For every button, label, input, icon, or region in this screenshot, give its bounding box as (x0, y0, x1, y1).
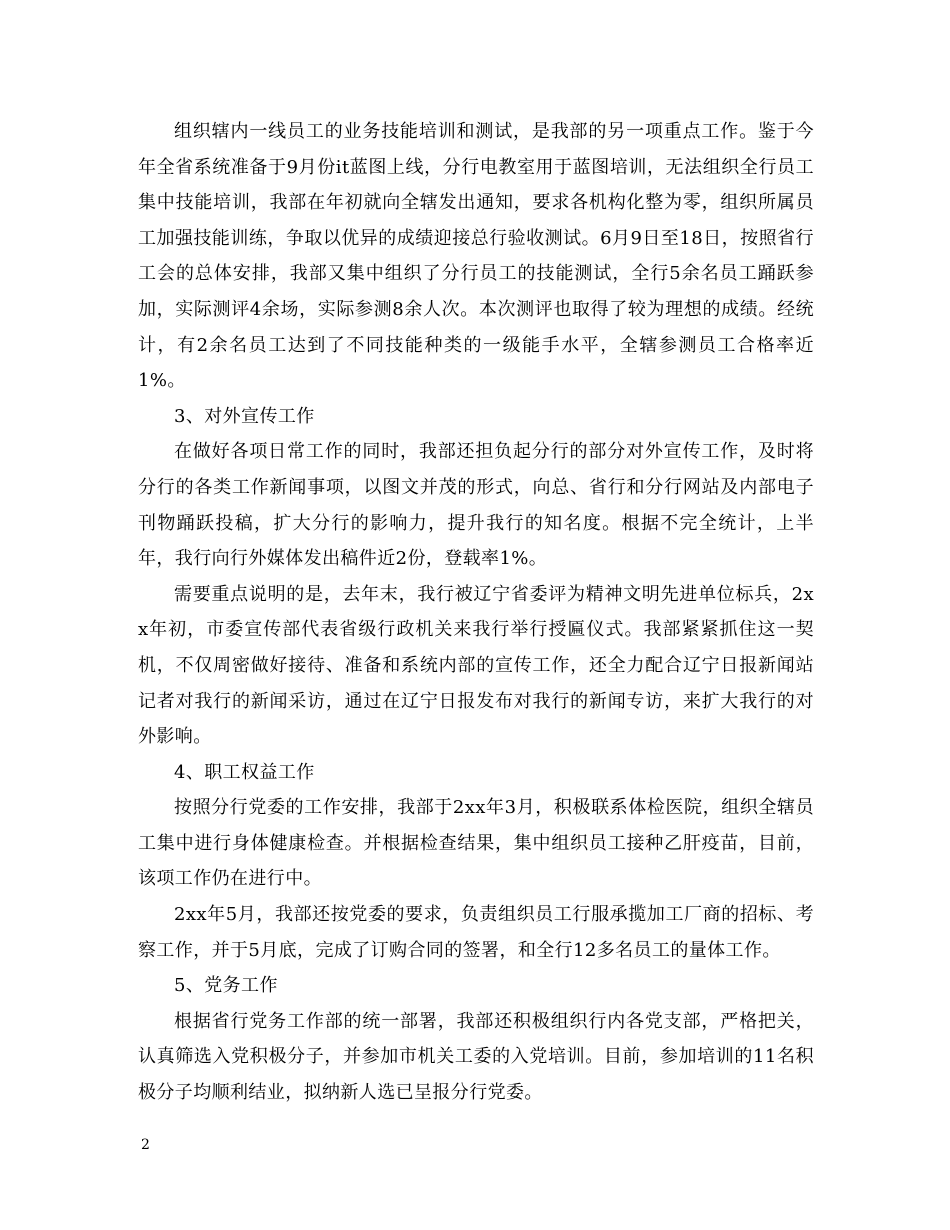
document-body (138, 114, 814, 1111)
paragraph-party-affairs: 根据省行党务工作部的统一部署，我部还积极组织行内各党支部，严格把关，认真筛选入党积极分子，并参加市机关工委的入党培训。目前，参加培训的11名积极分子均顺利结业，拟纳新人选已呈报分行党委。 (138, 1010, 814, 1104)
paragraph-skills-training: 组织辖内一线员工的业务技能培训和测试，是我部的另一项重点工作。鉴于今年全省系统准备于9月份it蓝图上线，分行电教室用于蓝图培训，无法组织全行员工集中技能培训，我部在年初就向全辖发出通知，要求各机构化整为零，组织所属员工加强技能训练，争取以优异的成绩迎接总行验收测试。6月9日至18日，按照省行工会的总体安排，我部又集中组织了分行员工的技能测试，全行5余名员工踊跃参加，实际测评4余场，实际参测8余人次。本次测评也取得了较为理想的成绩。经统计，有2余名员工达到了不同技能种类的一级能手水平，全辖参测员工合格率近1%。 (138, 121, 814, 392)
paragraph-uniform-procurement: 2xx年5月，我部还按党委的要求，负责组织员工行服承揽加工厂商的招标、考察工作，并于5月底，完成了订购合同的签署，和全行12多名员工的量体工作。 (138, 904, 814, 961)
paragraph-health-check: 按照分行党委的工作安排，我部于2xx年3月，积极联系体检医院，组织全辖员工集中进行身体健康检查。并根据检查结果，集中组织员工接种乙肝疫苗，目前，该项工作仍在进行中。 (138, 797, 814, 890)
section-heading-party-affairs: 5、党务工作 (174, 975, 278, 997)
section-heading-employee-rights: 4、职工权益工作 (174, 761, 315, 783)
page-number: 2 (141, 1137, 150, 1153)
section-heading-publicity: 3、对外宣传工作 (174, 405, 315, 427)
paragraph-publicity: 在做好各项日常工作的同时，我部还担负起分行的部分对外宣传工作，及时将分行的各类工作新闻事项，以图文并茂的形式，向总、省行和分行网站及内部电子刊物踊跃投稿，扩大分行的影响力，提升我行的知名度。根据不完全统计，上半年，我行向行外媒体发出稿件近2份，登载率1%。 (138, 441, 814, 570)
paragraph-award-ceremony: 需要重点说明的是，去年末，我行被辽宁省委评为精神文明先进单位标兵，2xx年初，市委宣传部代表省级行政机关来我行举行授匾仪式。我部紧紧抓住这一契机，不仅周密做好接待、准备和系统内部的宣传工作，还全力配合辽宁日报新闻站记者对我行的新闻采访，通过在辽宁日报发布对我行的新闻专访，来扩大我行的对外影响。 (138, 583, 814, 748)
